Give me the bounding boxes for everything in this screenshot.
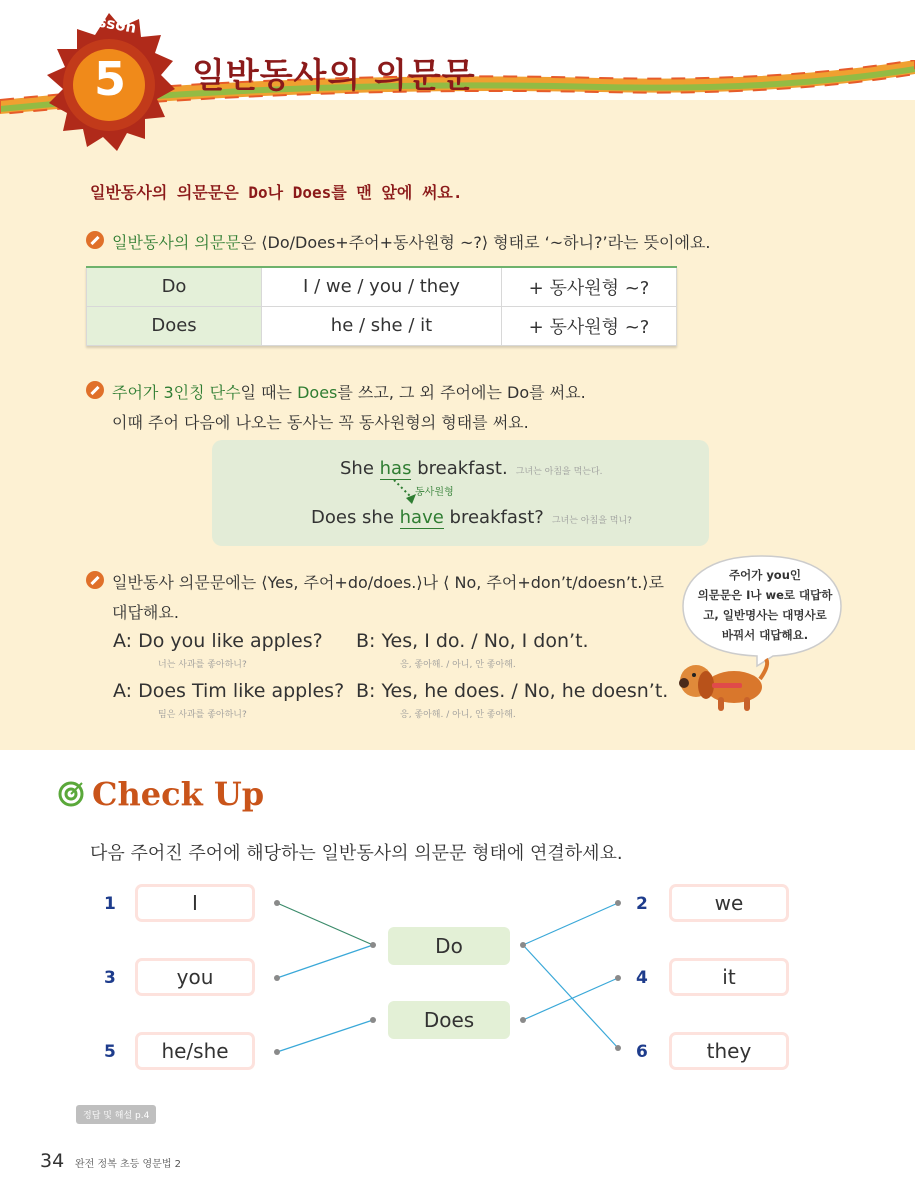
example-box — [212, 440, 709, 546]
dialogue-answer-2-gloss: 응, 좋아해. / 아니, 안 좋아해. — [400, 710, 516, 720]
right-word-box[interactable]: they — [669, 1032, 789, 1070]
rule-bullet-3 — [86, 570, 664, 593]
table-cell-subject: Does — [87, 306, 262, 345]
intro-note: 일반동사의 의문문은 Do나 Does를 맨 앞에 써요. — [90, 183, 463, 202]
example2-gloss: 그녀는 아침을 먹니? — [551, 516, 632, 526]
example2-verb: have — [399, 507, 444, 528]
example-line-1 — [340, 458, 603, 479]
dialogue-question-2: A: Does Tim like apples? — [113, 680, 345, 702]
checkup-instruction: 다음 주어진 주어에 해당하는 일반동사의 의문문 형태에 연결하세요. — [90, 843, 623, 864]
pencil-icon — [86, 381, 104, 399]
checkup-title: Check Up — [92, 775, 265, 813]
table-cell-subject: Do — [87, 267, 262, 306]
center-option-does[interactable]: Does — [388, 1001, 510, 1039]
item-number: 4 — [636, 968, 648, 988]
dialogue-answer-1-gloss: 응, 좋아해. / 아니, 안 좋아해. — [400, 660, 516, 670]
pencil-icon — [86, 571, 104, 589]
item-number: 6 — [636, 1042, 648, 1062]
table-cell-pronouns: he / she / it — [262, 306, 502, 345]
table-cell-form: + 동사원형 ~? — [502, 267, 677, 306]
bullet2-highlight2: Does — [297, 383, 338, 402]
bullet2-line2: 이때 주어 다음에 나오는 동사는 꼭 동사원형의 형태를 써요. — [112, 413, 529, 432]
left-word-box[interactable]: he/she — [135, 1032, 255, 1070]
bullet1-highlight: 일반동사의 의문문 — [112, 233, 241, 252]
table-cell-form: + 동사원형 ~? — [502, 306, 677, 345]
speech-bubble-text — [690, 565, 840, 645]
dialogue-question-2-gloss: 팀은 사과를 좋아하니? — [158, 710, 247, 720]
item-number: 3 — [104, 968, 116, 988]
example-line-2 — [311, 507, 632, 528]
dog-illustration — [676, 655, 776, 715]
example1-gloss: 그녀는 아침을 먹는다. — [515, 467, 603, 477]
table-cell-pronouns: I / we / you / they — [262, 267, 502, 306]
bullet3-line2: 대답해요. — [112, 603, 179, 622]
arrow-label: 동사원형 — [415, 487, 454, 498]
speech-line: 주어가 you인 — [728, 568, 802, 582]
dialogue-question-1-gloss: 너는 사과를 좋아하니? — [158, 660, 247, 670]
table-row — [87, 267, 677, 306]
target-icon — [58, 781, 84, 807]
bullet2-text1: 일 때는 — [240, 383, 298, 402]
pencil-icon — [86, 231, 104, 249]
bullet3-line1: 일반동사 의문문에는 ⟨Yes, 주어+do/does.⟩나 ⟨ No, 주어+don’t/doesn’t.⟩로 — [112, 573, 664, 592]
dialogue-answer-2: B: Yes, he does. / No, he doesn’t. — [356, 680, 669, 702]
item-number: 1 — [104, 894, 116, 914]
example2-end: breakfast? — [443, 507, 544, 528]
example2-start: Does she — [311, 507, 400, 528]
page-title: 일반동사의 의문문 — [192, 56, 476, 96]
bullet2-highlight1: 주어가 3인칭 단수 — [112, 383, 241, 402]
speech-line: 고, 일반명사는 대명사로 — [703, 608, 827, 622]
right-word-box[interactable]: we — [669, 884, 789, 922]
bullet2-text2: 를 쓰고, 그 외 주어에는 Do를 써요. — [337, 383, 586, 402]
bullet1-text: 은 ⟨Do/Does+주어+동사원형 ~?⟩ 형태로 ‘~하니?’라는 뜻이에요. — [240, 233, 711, 252]
item-number: 5 — [104, 1042, 116, 1062]
dialogue-question-1: A: Do you like apples? — [113, 630, 323, 652]
grammar-table — [86, 266, 677, 346]
table-row — [87, 306, 677, 345]
lesson-label: Lesson — [76, 9, 138, 37]
answer-reference-tag: 정답 및 해설 p.4 — [76, 1105, 156, 1124]
example1-verb: has — [379, 458, 412, 479]
left-word-box[interactable]: you — [135, 958, 255, 996]
dialogue-answer-1: B: Yes, I do. / No, I don’t. — [356, 630, 589, 652]
lesson-number: 5 — [94, 52, 127, 106]
checkup-header — [58, 775, 264, 813]
left-word-box[interactable]: I — [135, 884, 255, 922]
example1-end: breakfast. — [411, 458, 508, 479]
right-word-box[interactable]: it — [669, 958, 789, 996]
page-number: 34 — [40, 1150, 65, 1172]
speech-line: 의문문은 I나 we로 대답하 — [697, 588, 833, 602]
example1-start: She — [340, 458, 380, 479]
center-option-do[interactable]: Do — [388, 927, 510, 965]
rule-bullet-1 — [86, 230, 711, 253]
speech-line: 바꿔서 대답해요. — [721, 628, 809, 642]
book-title: 완전 정복 초등 영문법 2 — [75, 1159, 182, 1170]
rule-bullet-2 — [86, 380, 586, 403]
item-number: 2 — [636, 894, 648, 914]
